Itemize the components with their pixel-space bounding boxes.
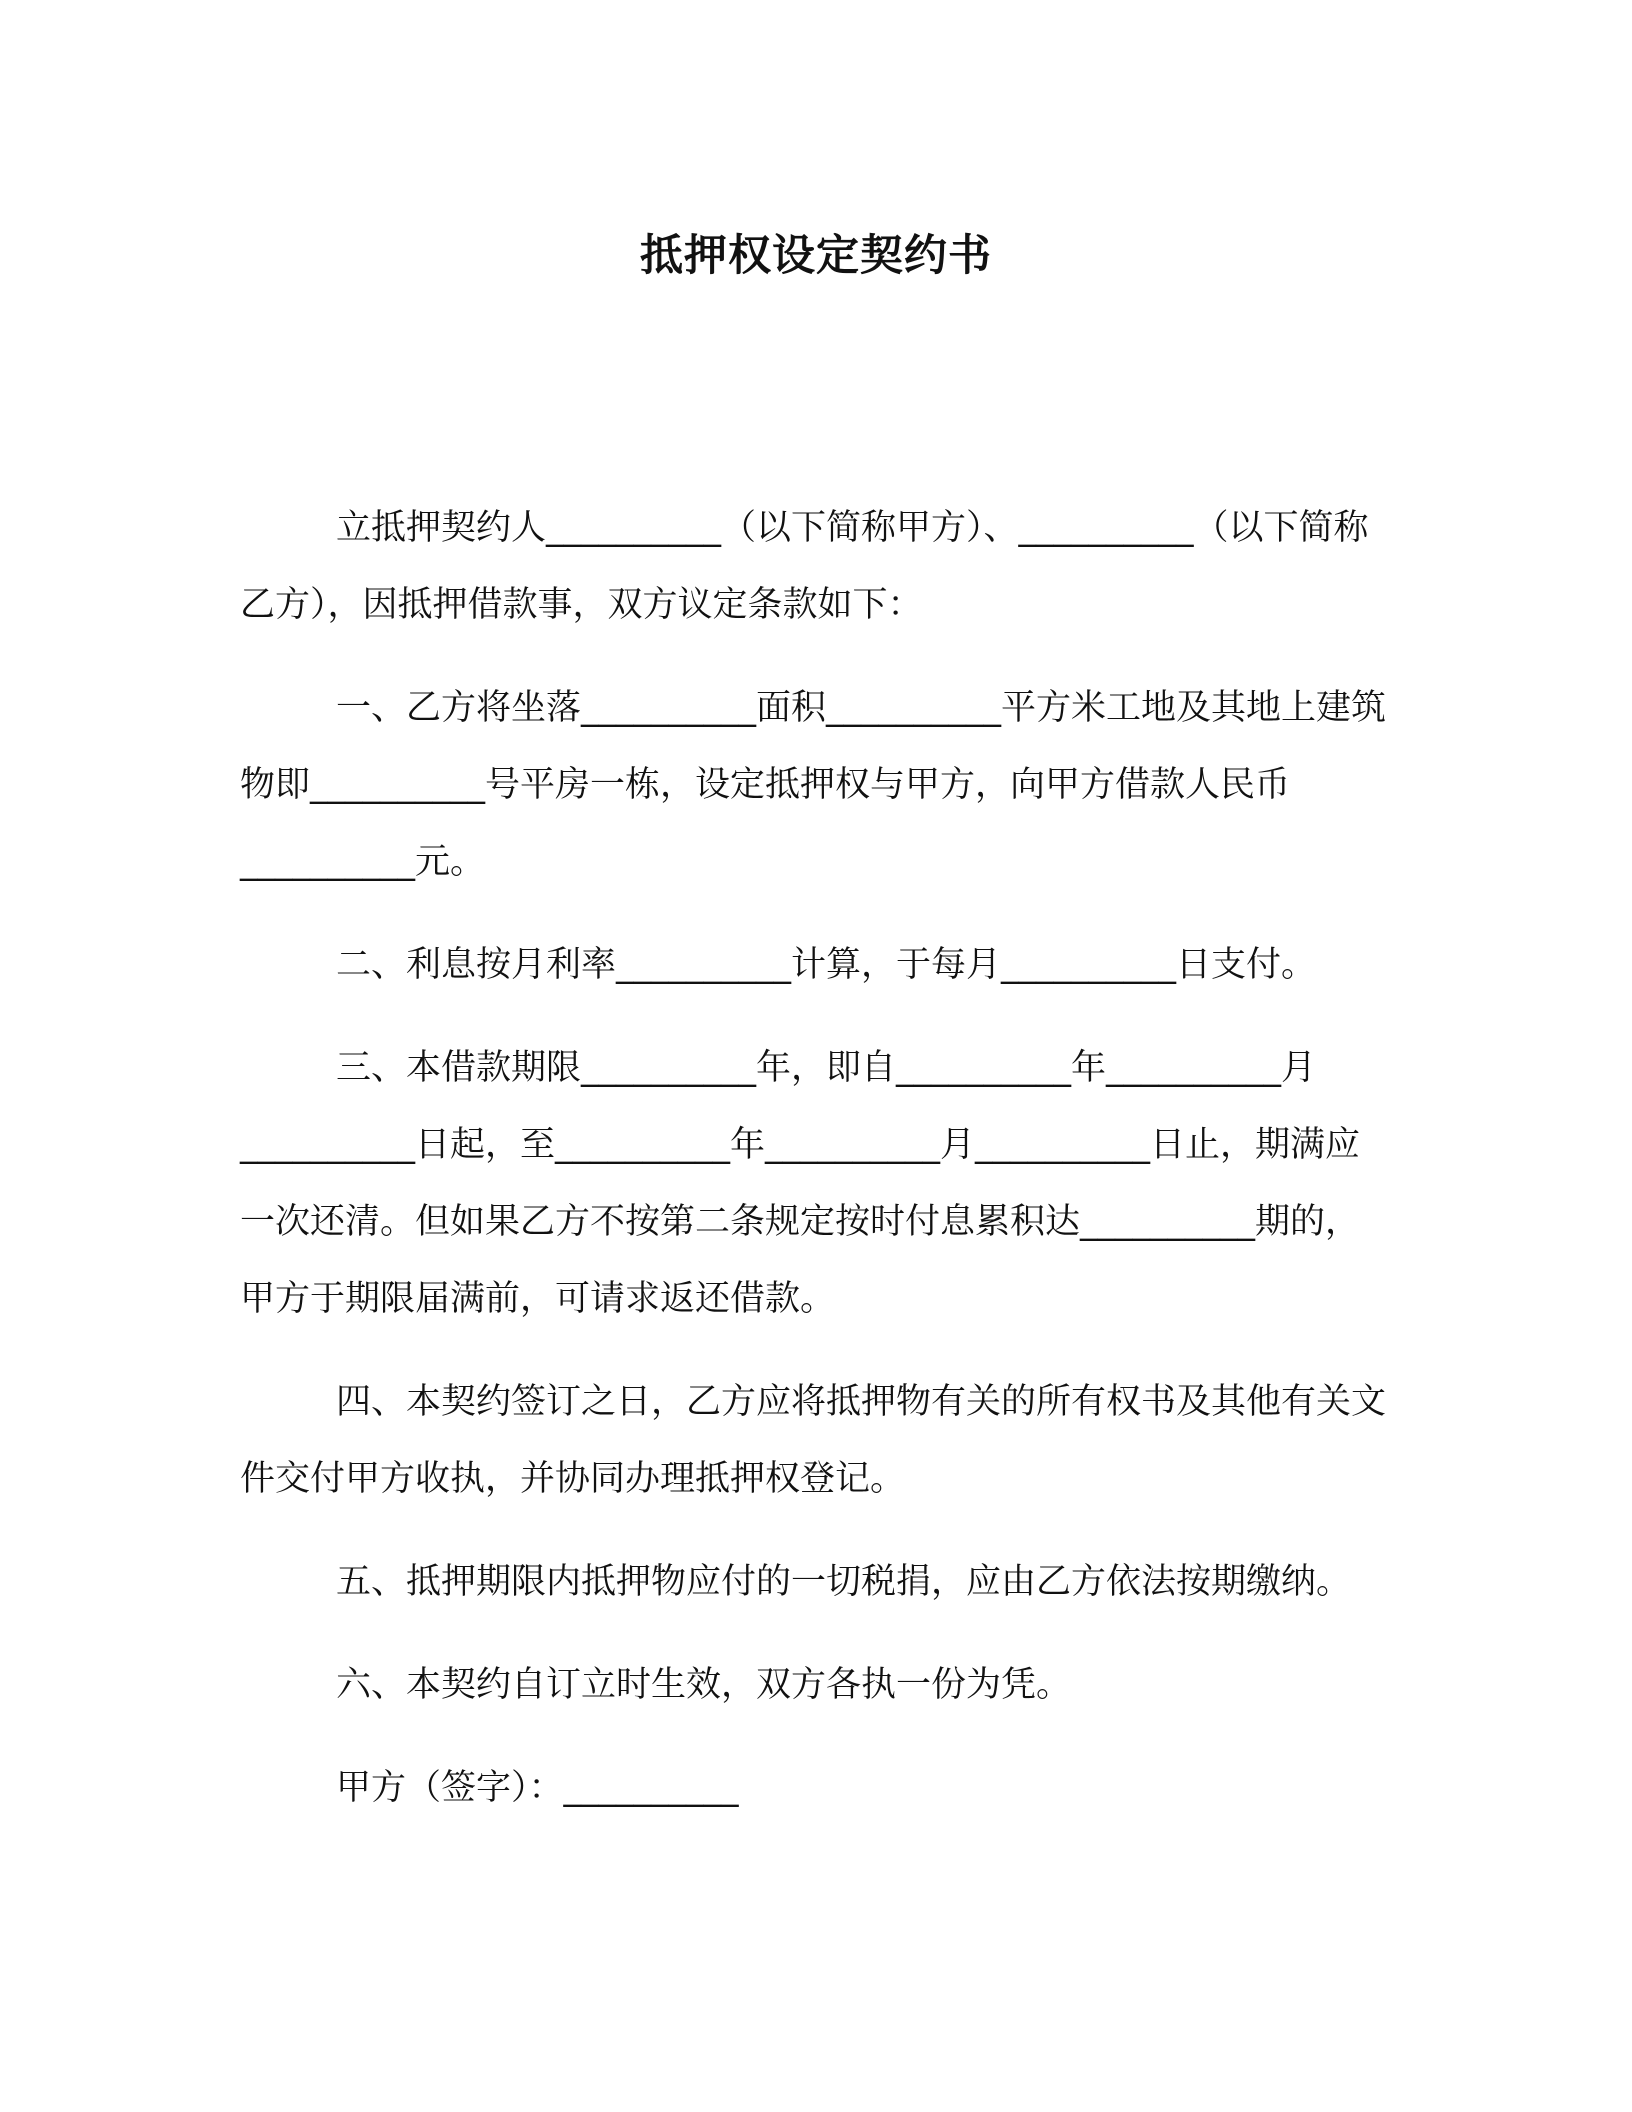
clause-6: 六、本契约自订立时生效，双方各执一份为凭。: [336, 1665, 1072, 1705]
clause-4: 四、本契约签订之日，乙方应将抵押物有关的所有权书及其他有关文件交付甲方收执，并协同办理抵押权登记。: [240, 1382, 1387, 1499]
party-a-signature-line: 甲方（签字）：__________: [336, 1768, 739, 1808]
document-body: [240, 490, 1390, 1853]
clause-5: 五、抵押期限内抵押物应付的一切税捐，应由乙方依法按期缴纳。: [336, 1562, 1352, 1602]
document-title: 抵押权设定契约书: [640, 231, 992, 281]
clause-3: 三、本借款期限__________年，即自__________年__________月__________日起，至__________年__________月__________日止，期满应一次还清。但如果乙方不按第二条规定按时付息累积达__________期的，甲方于期限届满前，可请求返还借款。: [240, 1048, 1361, 1319]
clause-1: 一、乙方将坐落__________面积__________平方米工地及其地上建筑物即__________号平房一栋，设定抵押权与甲方，向甲方借款人民币__________元。: [240, 688, 1387, 882]
clause-2: 二、利息按月利率__________计算，于每月__________日支付。: [336, 945, 1317, 985]
intro-paragraph: 立抵押契约人__________（以下简称甲方）、__________（以下简称乙方），因抵押借款事，双方议定条款如下：: [240, 508, 1369, 625]
